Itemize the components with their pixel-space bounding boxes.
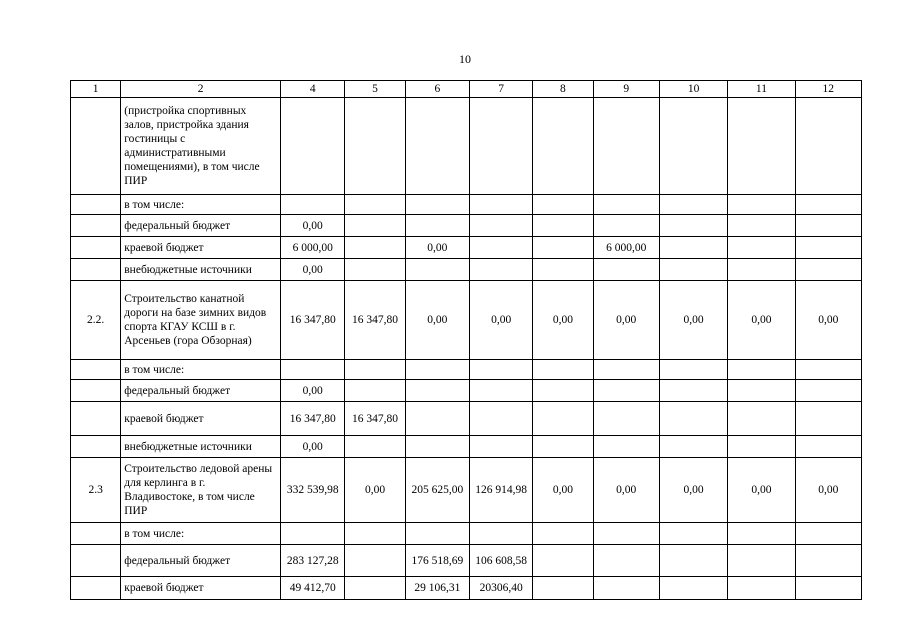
- value-cell: 20306,40: [469, 577, 532, 600]
- value-cell: [593, 380, 659, 402]
- value-cell: 0,00: [593, 281, 659, 360]
- value-cell: [659, 195, 727, 215]
- value-cell: [728, 215, 795, 237]
- table-row: [71, 577, 862, 600]
- value-cell: [281, 523, 345, 545]
- budget-table: [70, 80, 862, 600]
- value-cell: [593, 577, 659, 600]
- table-row: [71, 402, 862, 436]
- value-cell: 0,00: [281, 380, 345, 402]
- column-header: 4: [281, 81, 345, 98]
- column-header: 2: [121, 81, 281, 98]
- value-cell: 176 518,69: [405, 545, 469, 577]
- value-cell: [533, 523, 593, 545]
- row-number-cell: [71, 259, 121, 281]
- row-number-cell: [71, 577, 121, 600]
- table-row: [71, 237, 862, 259]
- value-cell: [533, 545, 593, 577]
- value-cell: 6 000,00: [281, 237, 345, 259]
- table-row: [71, 259, 862, 281]
- value-cell: [659, 380, 727, 402]
- value-cell: [533, 380, 593, 402]
- description-cell: в том числе:: [121, 195, 281, 215]
- value-cell: [345, 360, 405, 380]
- value-cell: [728, 360, 795, 380]
- value-cell: [795, 360, 861, 380]
- description-cell: краевой бюджет: [121, 577, 281, 600]
- value-cell: [405, 98, 469, 195]
- value-cell: [345, 380, 405, 402]
- column-header: 12: [795, 81, 861, 98]
- value-cell: 6 000,00: [593, 237, 659, 259]
- value-cell: [795, 380, 861, 402]
- table-row: [71, 98, 862, 195]
- value-cell: [728, 545, 795, 577]
- value-cell: 0,00: [795, 458, 861, 523]
- column-header: 1: [71, 81, 121, 98]
- value-cell: [345, 259, 405, 281]
- value-cell: [659, 259, 727, 281]
- value-cell: [659, 436, 727, 458]
- value-cell: [728, 98, 795, 195]
- value-cell: [533, 195, 593, 215]
- description-cell: краевой бюджет: [121, 402, 281, 436]
- value-cell: [469, 237, 532, 259]
- value-cell: [659, 215, 727, 237]
- value-cell: 0,00: [593, 458, 659, 523]
- description-cell: федеральный бюджет: [121, 545, 281, 577]
- value-cell: [659, 98, 727, 195]
- value-cell: [469, 215, 532, 237]
- row-number-cell: [71, 545, 121, 577]
- value-cell: 16 347,80: [281, 281, 345, 360]
- value-cell: [795, 237, 861, 259]
- value-cell: [728, 402, 795, 436]
- row-number-cell: [71, 523, 121, 545]
- description-cell: федеральный бюджет: [121, 380, 281, 402]
- value-cell: [659, 523, 727, 545]
- value-cell: [533, 402, 593, 436]
- value-cell: 0,00: [469, 281, 532, 360]
- value-cell: [281, 360, 345, 380]
- row-number-cell: [71, 436, 121, 458]
- row-number-cell: [71, 380, 121, 402]
- table-row: [71, 545, 862, 577]
- value-cell: 0,00: [533, 281, 593, 360]
- value-cell: [728, 380, 795, 402]
- value-cell: [795, 436, 861, 458]
- value-cell: [659, 545, 727, 577]
- value-cell: [405, 380, 469, 402]
- value-cell: [345, 577, 405, 600]
- value-cell: [533, 436, 593, 458]
- value-cell: [345, 237, 405, 259]
- value-cell: [405, 215, 469, 237]
- value-cell: 0,00: [795, 281, 861, 360]
- value-cell: 0,00: [659, 458, 727, 523]
- row-number-cell: [71, 402, 121, 436]
- value-cell: [728, 523, 795, 545]
- value-cell: 0,00: [405, 281, 469, 360]
- value-cell: [533, 577, 593, 600]
- description-cell: в том числе:: [121, 360, 281, 380]
- value-cell: [593, 98, 659, 195]
- value-cell: [659, 360, 727, 380]
- table-row: [71, 458, 862, 523]
- value-cell: [728, 577, 795, 600]
- value-cell: 49 412,70: [281, 577, 345, 600]
- value-cell: [728, 195, 795, 215]
- value-cell: 126 914,98: [469, 458, 532, 523]
- column-header: 6: [405, 81, 469, 98]
- value-cell: [281, 98, 345, 195]
- table-row: [71, 195, 862, 215]
- description-cell: федеральный бюджет: [121, 215, 281, 237]
- value-cell: [405, 436, 469, 458]
- value-cell: [533, 360, 593, 380]
- value-cell: [405, 259, 469, 281]
- description-cell: (пристройка спортивных залов, пристройка здания гостиницы с административными помещениями), в том числе ПИР: [121, 98, 281, 195]
- value-cell: [795, 523, 861, 545]
- column-header: 7: [469, 81, 532, 98]
- description-cell: краевой бюджет: [121, 237, 281, 259]
- value-cell: 205 625,00: [405, 458, 469, 523]
- description-cell: Строительство канатной дороги на базе зимних видов спорта КГАУ КСШ в г. Арсеньев (гора Обзорная): [121, 281, 281, 360]
- value-cell: [469, 195, 532, 215]
- value-cell: [469, 259, 532, 281]
- value-cell: 0,00: [405, 237, 469, 259]
- column-header: 8: [533, 81, 593, 98]
- value-cell: [659, 402, 727, 436]
- value-cell: [593, 215, 659, 237]
- row-number-cell: [71, 215, 121, 237]
- value-cell: 0,00: [728, 458, 795, 523]
- row-number-cell: [71, 195, 121, 215]
- value-cell: [469, 98, 532, 195]
- table-row: [71, 436, 862, 458]
- table-row: [71, 215, 862, 237]
- value-cell: [405, 523, 469, 545]
- value-cell: [405, 402, 469, 436]
- table-row: [71, 360, 862, 380]
- value-cell: [405, 195, 469, 215]
- table-row: [71, 523, 862, 545]
- description-cell: внебюджетные источники: [121, 436, 281, 458]
- value-cell: [795, 402, 861, 436]
- value-cell: [728, 436, 795, 458]
- value-cell: [281, 195, 345, 215]
- value-cell: [795, 259, 861, 281]
- value-cell: 0,00: [281, 215, 345, 237]
- value-cell: [659, 577, 727, 600]
- column-header: 11: [728, 81, 795, 98]
- value-cell: [533, 237, 593, 259]
- value-cell: [345, 195, 405, 215]
- value-cell: [795, 215, 861, 237]
- value-cell: [345, 436, 405, 458]
- value-cell: 0,00: [728, 281, 795, 360]
- value-cell: 332 539,98: [281, 458, 345, 523]
- description-cell: внебюджетные источники: [121, 259, 281, 281]
- value-cell: [469, 380, 532, 402]
- value-cell: [469, 436, 532, 458]
- row-number-cell: [71, 237, 121, 259]
- value-cell: [795, 195, 861, 215]
- value-cell: [728, 237, 795, 259]
- column-header: 9: [593, 81, 659, 98]
- value-cell: [345, 523, 405, 545]
- table-row: [71, 380, 862, 402]
- value-cell: [469, 360, 532, 380]
- value-cell: 16 347,80: [281, 402, 345, 436]
- table-row: [71, 281, 862, 360]
- value-cell: 0,00: [281, 436, 345, 458]
- value-cell: 0,00: [659, 281, 727, 360]
- value-cell: [593, 402, 659, 436]
- value-cell: 16 347,80: [345, 402, 405, 436]
- value-cell: [795, 577, 861, 600]
- row-number-cell: 2.2.: [71, 281, 121, 360]
- value-cell: [593, 523, 659, 545]
- value-cell: [795, 98, 861, 195]
- value-cell: [345, 545, 405, 577]
- column-header: 5: [345, 81, 405, 98]
- value-cell: [593, 436, 659, 458]
- value-cell: 0,00: [533, 458, 593, 523]
- value-cell: 16 347,80: [345, 281, 405, 360]
- row-number-cell: 2.3: [71, 458, 121, 523]
- page-number: 10: [459, 52, 471, 66]
- value-cell: [533, 259, 593, 281]
- row-number-cell: [71, 98, 121, 195]
- value-cell: [728, 259, 795, 281]
- value-cell: 0,00: [281, 259, 345, 281]
- value-cell: [469, 523, 532, 545]
- value-cell: [533, 215, 593, 237]
- value-cell: [405, 360, 469, 380]
- value-cell: [659, 237, 727, 259]
- value-cell: [593, 360, 659, 380]
- value-cell: 0,00: [345, 458, 405, 523]
- header-row: [71, 81, 862, 98]
- value-cell: 29 106,31: [405, 577, 469, 600]
- value-cell: [345, 215, 405, 237]
- value-cell: [795, 545, 861, 577]
- value-cell: [345, 98, 405, 195]
- value-cell: [533, 98, 593, 195]
- value-cell: 283 127,28: [281, 545, 345, 577]
- value-cell: [593, 259, 659, 281]
- value-cell: [469, 402, 532, 436]
- column-header: 10: [659, 81, 727, 98]
- value-cell: [593, 195, 659, 215]
- value-cell: 106 608,58: [469, 545, 532, 577]
- row-number-cell: [71, 360, 121, 380]
- value-cell: [593, 545, 659, 577]
- description-cell: в том числе:: [121, 523, 281, 545]
- description-cell: Строительство ледовой арены для керлинга в г. Владивостоке, в том числе ПИР: [121, 458, 281, 523]
